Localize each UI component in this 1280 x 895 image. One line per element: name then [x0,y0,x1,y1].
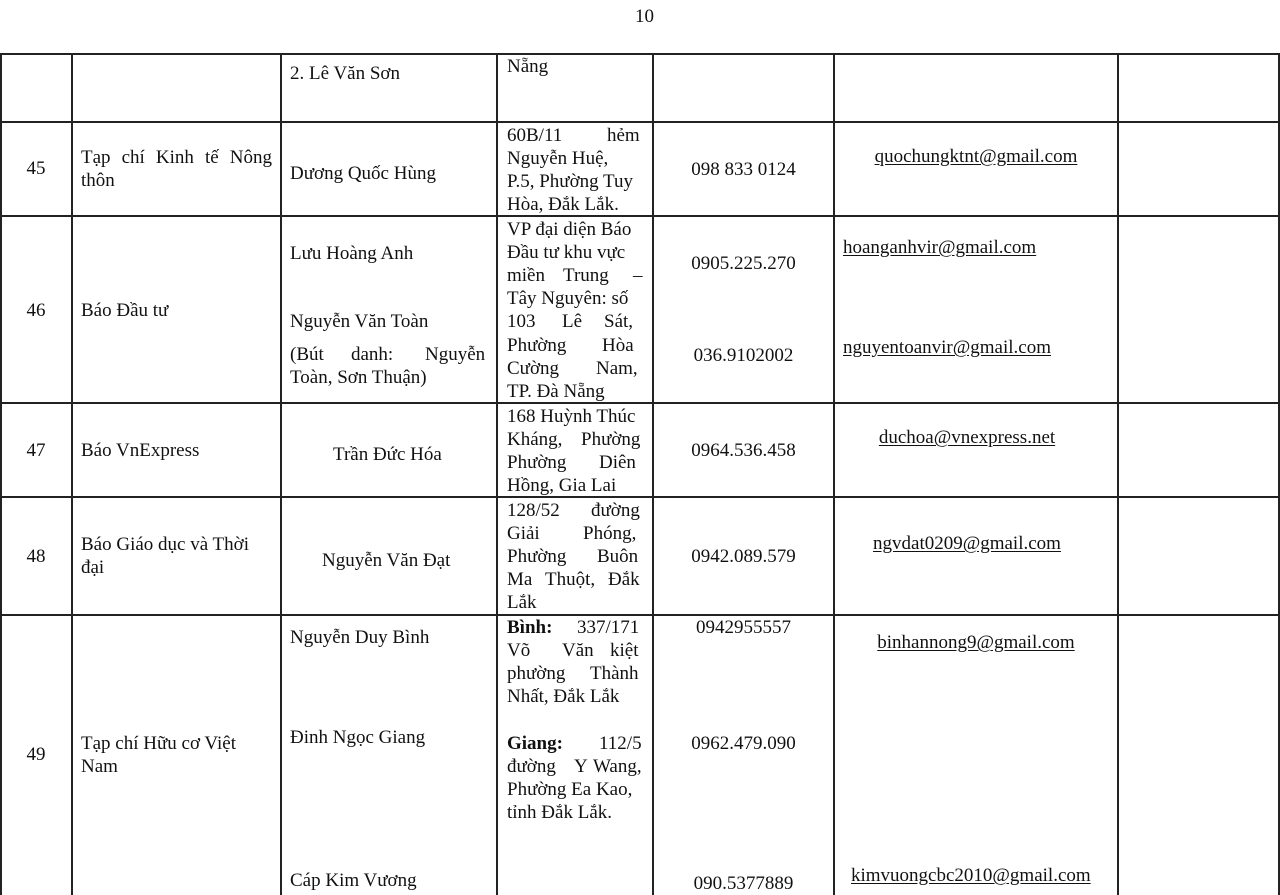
organization-cell: Báo Đầu tư [81,300,169,321]
row-number: 47 [26,440,46,461]
phone-number: 0964.536.458 [691,440,796,461]
email-link[interactable]: quochungktnt@gmail.com [874,146,1078,167]
organization-cell: Báo VnExpress [81,440,200,461]
phone-number: 090.5377889 [693,873,794,894]
phone-number: 0942.089.579 [691,546,796,567]
contact-name: Nguyễn Văn Đạt [322,550,451,571]
phone-number: 0905.225.270 [691,253,796,274]
address-cell: Nẵng [507,56,549,77]
contact-name: Lưu Hoàng Anh [290,243,414,264]
email-link[interactable]: duchoa@vnexpress.net [878,427,1056,448]
phone-number: 0942955557 [696,617,791,638]
row-number: 45 [26,158,46,179]
phone-number: 098 833 0124 [691,159,796,180]
page-number: 10 [635,6,654,27]
phone-number: 036.9102002 [693,345,794,366]
contact-name: Trần Đức Hóa [333,444,442,465]
contact-name: Đinh Ngọc Giang [290,727,426,748]
contact-name: Nguyễn Duy Bình [290,627,430,648]
row-number: 46 [26,300,46,321]
contact-name: Nguyễn Văn Toàn [290,311,429,332]
row-number: 48 [26,546,46,567]
email-link[interactable]: kimvuongcbc2010@gmail.com [851,865,1091,886]
phone-number: 0962.479.090 [691,733,796,754]
email-link[interactable]: binhannong9@gmail.com [877,632,1075,653]
row-number: 49 [26,744,46,765]
email-link[interactable]: nguyentoanvir@gmail.com [843,337,1051,358]
email-link[interactable]: hoanganhvir@gmail.com [843,237,1037,258]
email-link[interactable]: ngvdat0209@gmail.com [873,533,1061,554]
contact-name: 2. Lê Văn Sơn [290,63,400,84]
contact-name: Cáp Kim Vương [290,870,417,891]
contact-name: Dương Quốc Hùng [290,163,436,184]
